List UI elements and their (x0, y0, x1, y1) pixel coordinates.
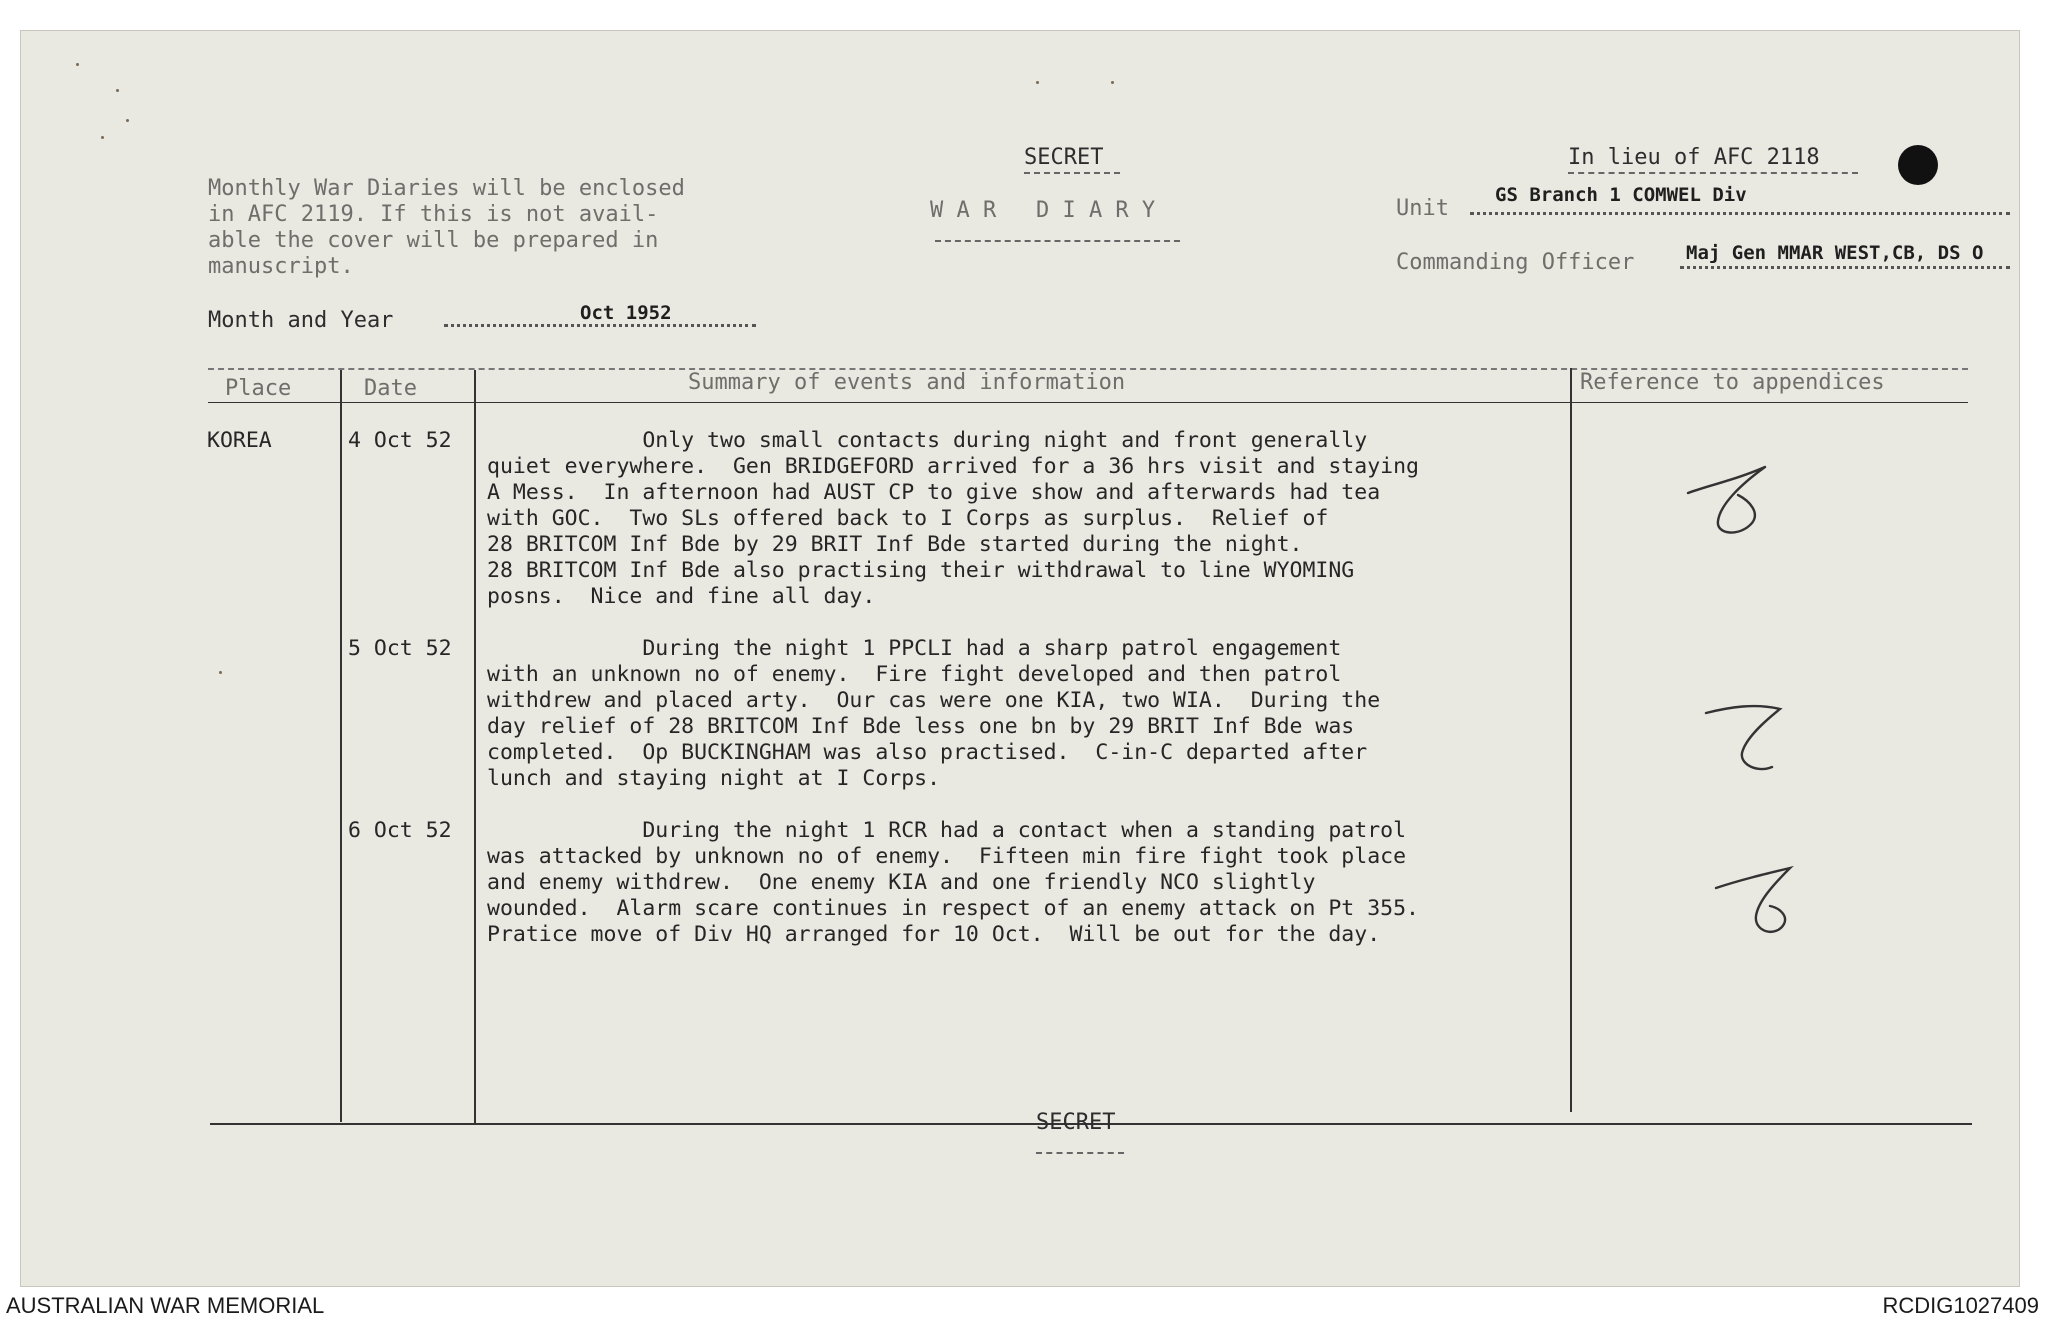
column-divider-summary (1570, 368, 1572, 1112)
date-cell: 5 Oct 52 (348, 636, 452, 661)
summary-line: 28 BRITCOM Inf Bde by 29 BRIT Inf Bde started during the night. (487, 532, 1303, 557)
instructions-line: in AFC 2119. If this is not avail- (208, 202, 659, 227)
footer-institution: AUSTRALIAN WAR MEMORIAL (6, 1293, 325, 1318)
in-lieu-label: In lieu of AFC 2118 (1568, 145, 1820, 170)
month-year-label: Month and Year (208, 308, 394, 333)
summary-line: During the night 1 RCR had a contact when a standing patrol (487, 818, 1407, 843)
summary-line: posns. Nice and fine all day. (487, 584, 876, 609)
instructions-line: Monthly War Diaries will be enclosed (208, 176, 685, 201)
commanding-officer-label: Commanding Officer (1396, 250, 1635, 275)
summary-line: with an unknown no of enemy. Fire fight developed and then patrol (487, 662, 1342, 687)
column-divider-date (474, 370, 476, 1124)
date-cell: 4 Oct 52 (348, 428, 452, 453)
handwritten-reference-mark (1700, 695, 1790, 780)
paper-speck (126, 119, 129, 122)
unit-value: GS Branch 1 COMWEL Div (1495, 184, 1747, 206)
paper-speck (101, 136, 104, 139)
in-lieu-underline (1568, 172, 1858, 174)
classification-bottom: SECRET (1036, 1110, 1116, 1135)
column-header-summary: Summary of events and information (688, 370, 1126, 395)
summary-line: day relief of 28 BRITCOM Inf Bde less one bn by 29 BRIT Inf Bde was (487, 714, 1355, 739)
summary-line: lunch and staying night at I Corps. (487, 766, 941, 791)
summary-line: and enemy withdrew. One enemy KIA and one friendly NCO slightly (487, 870, 1316, 895)
instructions-line: able the cover will be prepared in (208, 228, 659, 253)
handwritten-reference-mark (1680, 455, 1780, 545)
unit-label: Unit (1396, 196, 1449, 221)
column-header-place: Place (225, 376, 292, 401)
summary-line: Only two small contacts during night and front generally (487, 428, 1368, 453)
footer-record-id: RCDIG1027409 (1882, 1293, 2039, 1318)
summary-line: quiet everywhere. Gen BRIDGEFORD arrived for a 36 hrs visit and staying (487, 454, 1419, 479)
summary-line: A Mess. In afternoon had AUST CP to give show and afterwards had tea (487, 480, 1381, 505)
classification-top: SECRET (1024, 145, 1104, 170)
month-year-value: Oct 1952 (580, 302, 672, 324)
table-header-rule (208, 402, 1968, 403)
punch-hole (1898, 145, 1938, 185)
paper-speck (116, 89, 119, 92)
commanding-officer-value: Maj Gen MMAR WEST,CB, DS O (1686, 242, 1984, 264)
paper-speck (76, 63, 79, 66)
column-header-reference: Reference to appendices (1580, 370, 1885, 395)
summary-line: with GOC. Two SLs offered back to I Corps as surplus. Relief of (487, 506, 1329, 531)
classification-bottom-underline (1036, 1152, 1124, 1154)
summary-line: wounded. Alarm scare continues in respect of an enemy attack on Pt 355. (487, 896, 1419, 921)
date-cell: 6 Oct 52 (348, 818, 452, 843)
paper-speck (219, 671, 222, 674)
form-title: W A R D I A R Y (930, 198, 1156, 223)
place-cell: KOREA (207, 428, 272, 453)
form-title-underline (935, 240, 1180, 242)
summary-line: withdrew and placed arty. Our cas were one KIA, two WIA. During the (487, 688, 1381, 713)
paper-speck (1111, 81, 1114, 84)
instructions-line: manuscript. (208, 254, 354, 279)
summary-line: was attacked by unknown no of enemy. Fifteen min fire fight took place (487, 844, 1407, 869)
archive-footer (0, 1288, 2047, 1324)
summary-line: Pratice move of Div HQ arranged for 10 Oct. Will be out for the day. (487, 922, 1381, 947)
paper-speck (1036, 81, 1039, 84)
summary-line: completed. Op BUCKINGHAM was also practised. C-in-C departed after (487, 740, 1368, 765)
handwritten-reference-mark (1710, 860, 1800, 945)
classification-underline (1024, 172, 1120, 174)
commanding-officer-fill-line (1680, 266, 2010, 269)
summary-line: 28 BRITCOM Inf Bde also practising their withdrawal to line WYOMING (487, 558, 1355, 583)
column-divider-place (340, 370, 342, 1122)
column-header-date: Date (364, 376, 417, 401)
unit-fill-line (1470, 212, 2010, 215)
summary-line: During the night 1 PPCLI had a sharp patrol engagement (487, 636, 1342, 661)
